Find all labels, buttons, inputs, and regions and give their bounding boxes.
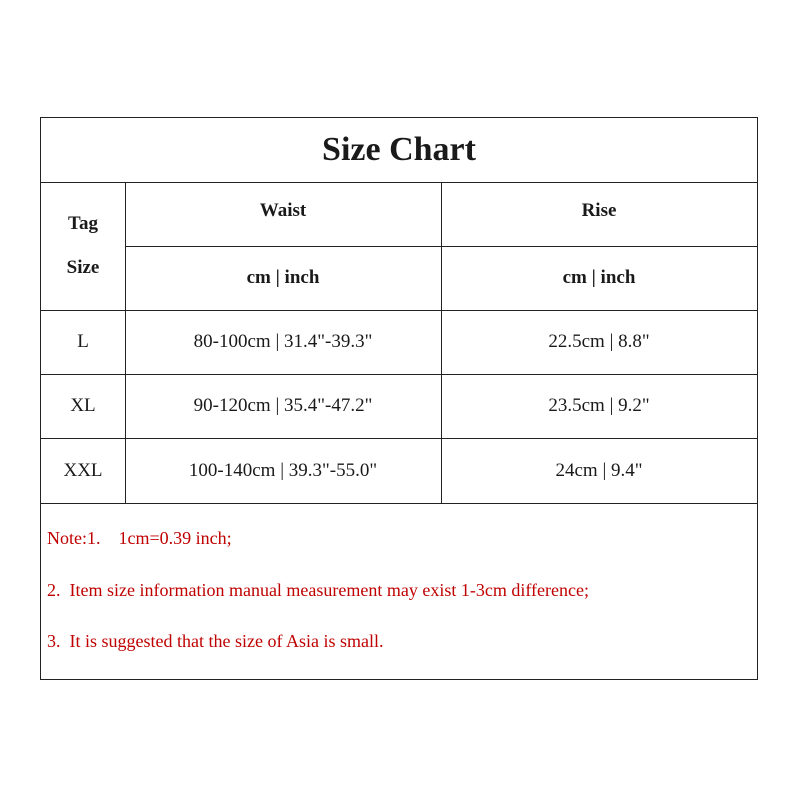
- rise-header: Rise: [581, 200, 617, 221]
- rise-cell: 24cm | 9.4": [555, 459, 643, 481]
- waist-cell: 80-100cm | 31.4"-39.3": [193, 331, 373, 352]
- waist-cell: 90-120cm | 35.4"-47.2": [193, 395, 373, 416]
- tag-header-line2: Size: [66, 257, 100, 278]
- rise-units-header: cm | inch: [562, 267, 636, 288]
- note-3: 3. It is suggested that the size of Asia is small.: [47, 631, 384, 651]
- size-cell: XXL: [63, 459, 103, 481]
- waist-header: Waist: [259, 200, 307, 221]
- waist-units-header: cm | inch: [246, 267, 320, 288]
- size-chart-table: [40, 117, 758, 680]
- rise-cell: 23.5cm | 9.2": [548, 395, 650, 416]
- size-cell: XL: [70, 395, 96, 416]
- page-title: Size Chart: [322, 131, 476, 168]
- tag-header-line1: Tag: [68, 213, 98, 234]
- note-1: Note:1. 1cm=0.39 inch;: [47, 528, 232, 548]
- rise-cell: 22.5cm | 8.8": [548, 331, 650, 352]
- waist-cell: 100-140cm | 39.3"-55.0": [188, 459, 378, 481]
- size-cell: L: [77, 331, 89, 352]
- note-2: 2. Item size information manual measurement may exist 1-3cm difference;: [47, 580, 589, 600]
- tag-size-header: [41, 182, 125, 310]
- divider: [41, 503, 757, 504]
